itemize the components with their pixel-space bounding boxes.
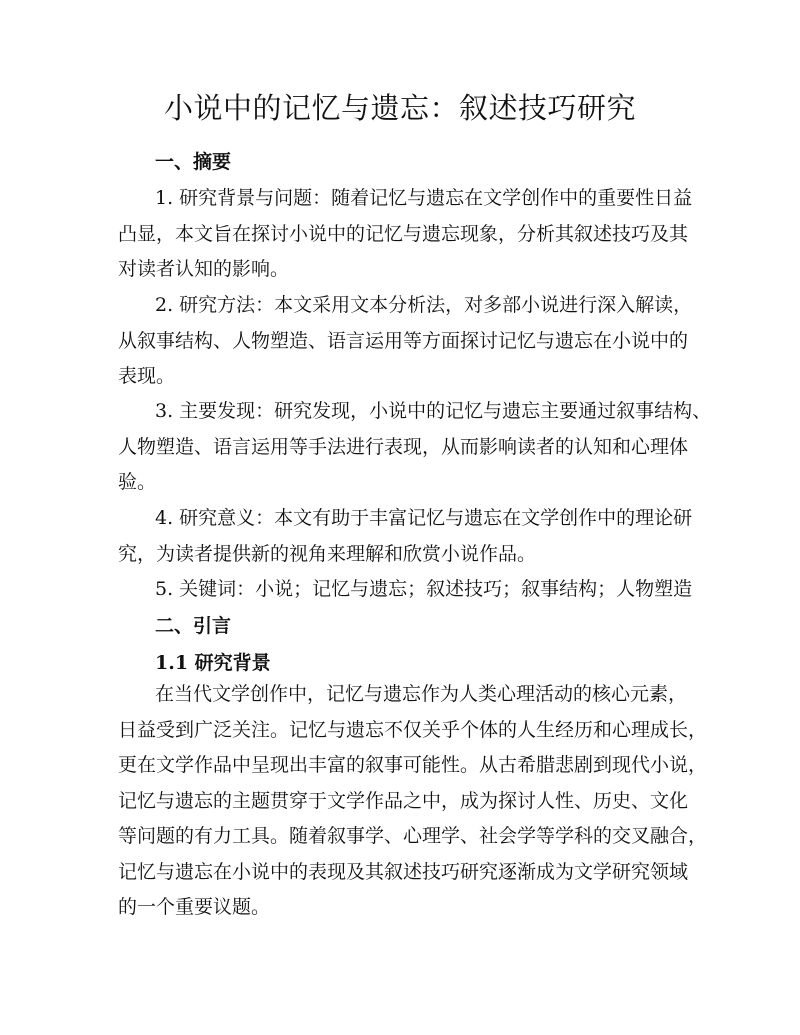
text-line: 从叙事结构、人物塑造、语言运用等方面探讨记忆与遗忘在小说中的 bbox=[118, 329, 689, 352]
text-line: 记忆与遗忘在小说中的表现及其叙述技巧研究逐渐成为文学研究领域 bbox=[118, 860, 689, 883]
subsection-heading-background: 1.1 研究背景 bbox=[155, 652, 271, 674]
text-line: 对读者认知的影响。 bbox=[118, 258, 290, 280]
abstract-item-2 bbox=[118, 288, 698, 395]
abstract-item-4 bbox=[118, 501, 698, 572]
text-line: 日益受到广泛关注。记忆与遗忘不仅关乎个体的人生经历和心理成长， bbox=[118, 718, 708, 741]
text-line: 2. 研究方法：本文采用文本分析法，对多部小说进行深入解读， bbox=[155, 294, 693, 316]
text-line: 的一个重要议题。 bbox=[118, 896, 271, 918]
abstract-item-1 bbox=[118, 181, 698, 288]
text-line: 4. 研究意义：本文有助于丰富记忆与遗忘在文学创作中的理论研 bbox=[155, 507, 693, 529]
page-title: 小说中的记忆与遗忘：叙述技巧研究 bbox=[163, 91, 636, 125]
text-line: 1. 研究背景与问题：随着记忆与遗忘在文学创作中的重要性日益 bbox=[155, 187, 693, 209]
text-line: 更在文学作品中呈现出丰富的叙事可能性。从古希腊悲剧到现代小说， bbox=[118, 754, 708, 776]
text-line: 等问题的有力工具。随着叙事学、心理学、社会学等学科的交叉融合， bbox=[118, 825, 708, 847]
section-heading-introduction: 二、引言 bbox=[155, 615, 232, 637]
section-heading-abstract: 一、摘要 bbox=[155, 151, 232, 173]
introduction-paragraph bbox=[118, 677, 708, 926]
text-line: 表现。 bbox=[118, 365, 176, 387]
text-line: 在当代文学创作中，记忆与遗忘作为人类心理活动的核心元素， bbox=[155, 683, 688, 705]
text-line: 5. 关键词：小说；记忆与遗忘；叙述技巧；叙事结构；人物塑造 bbox=[155, 578, 693, 600]
text-line: 究，为读者提供新的视角来理解和欣赏小说作品。 bbox=[118, 542, 537, 565]
abstract-item-5-keywords bbox=[118, 572, 698, 608]
text-line: 凸显，本文旨在探讨小说中的记忆与遗忘现象，分析其叙述技巧及其 bbox=[118, 222, 689, 245]
text-line: 验。 bbox=[118, 471, 157, 493]
text-line: 3. 主要发现：研究发现，小说中的记忆与遗忘主要通过叙事结构、 bbox=[155, 400, 712, 422]
text-line: 记忆与遗忘的主题贯穿于文学作品之中，成为探讨人性、历史、文化 bbox=[118, 789, 689, 812]
abstract-item-3 bbox=[118, 394, 712, 501]
text-line: 人物塑造、语言运用等手法进行表现，从而影响读者的认知和心理体 bbox=[118, 435, 689, 458]
